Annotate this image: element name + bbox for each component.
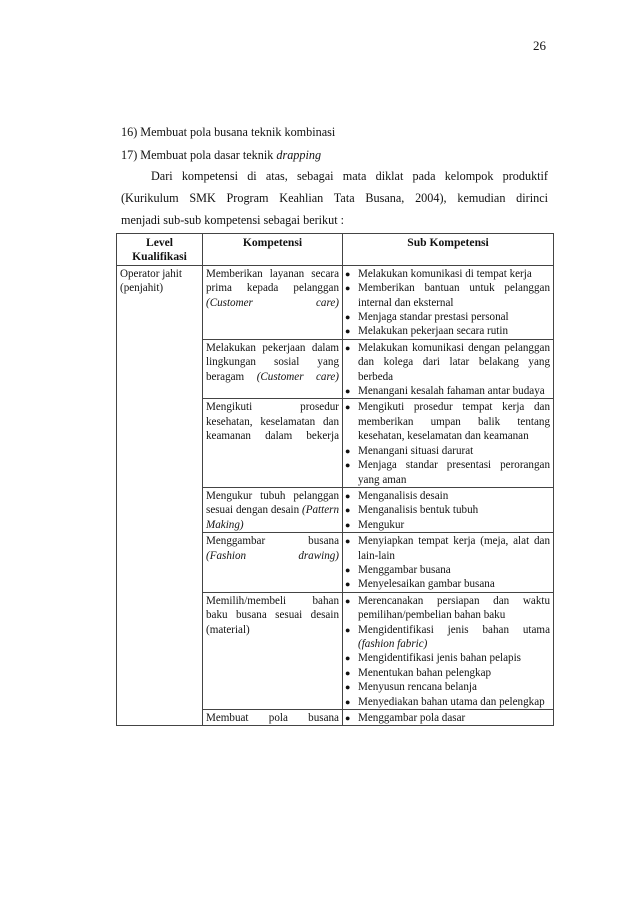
sub-kompetensi-text: Mengidentifikasi jenis bahan utama (fashion fabric) — [358, 623, 550, 650]
sub-kompetensi-item — [346, 400, 550, 443]
bullet-icon: ● — [345, 460, 351, 471]
sub-kompetensi-item — [346, 458, 550, 487]
bullet-icon: ● — [345, 342, 351, 353]
sub-kompetensi-item — [346, 563, 550, 577]
sub-kompetensi-item — [346, 503, 550, 517]
kompetensi-em: (Pattern Making) — [206, 504, 339, 531]
list-item-17-em: drapping — [276, 148, 322, 162]
list-item-16: 16) Membuat pola busana teknik kombinasi — [121, 125, 336, 139]
sub-kompetensi-text: Menjaga standar prestasi personal — [358, 311, 509, 324]
sub-kompetensi-text: Menangani situasi darurat — [358, 444, 474, 457]
table-header-row — [117, 234, 554, 266]
sub-kompetensi-item — [346, 267, 550, 281]
bullet-icon: ● — [345, 283, 351, 294]
paragraph-line-3: menjadi sub-sub kompetensi sebagai berikut : — [121, 213, 345, 227]
sub-kompetensi-cell — [343, 399, 554, 487]
competency-table — [116, 233, 554, 726]
level-cell: Operator jahit (penjahit) — [117, 265, 203, 726]
sub-kompetensi-list — [345, 341, 550, 399]
sub-kompetensi-list — [345, 711, 550, 725]
sub-kompetensi-text: Mengikuti prosedur tempat kerja dan memberikan umpan balik tentang kesehatan, keselamatan dan keamanan — [358, 401, 550, 443]
sub-kompetensi-item — [346, 651, 550, 665]
kompetensi-cell — [203, 533, 343, 593]
bullet-icon: ● — [345, 624, 351, 635]
bullet-icon: ● — [345, 268, 351, 279]
sub-kompetensi-text: Menyusun rencana belanja — [358, 681, 477, 694]
kompetensi-text: Mengukur tubuh pelanggan sesuai dengan desain — [206, 489, 339, 517]
kompetensi-text: Memberikan layanan secara prima kepada pelanggan — [206, 267, 339, 295]
header-sub-kompetensi: Sub Kompetensi — [343, 234, 554, 266]
sub-kompetensi-cell — [343, 339, 554, 399]
bullet-icon: ● — [345, 519, 351, 530]
bullet-icon: ● — [345, 564, 351, 575]
sub-kompetensi-item — [346, 281, 550, 310]
bullet-icon: ● — [345, 326, 351, 337]
bullet-icon: ● — [345, 402, 351, 413]
sub-kompetensi-text: Mengukur — [358, 518, 405, 531]
kompetensi-em: (Customer care) — [256, 370, 340, 383]
sub-kompetensi-item — [346, 534, 550, 563]
sub-kompetensi-item — [346, 310, 550, 324]
kompetensi-cell — [203, 265, 343, 339]
kompetensi-text: Memilih/membeli bahan baku busana sesuai desain (material) — [206, 594, 339, 636]
bullet-icon: ● — [345, 713, 351, 723]
kompetensi-cell — [203, 710, 343, 726]
header-kompetensi: Kompetensi — [203, 234, 343, 266]
sub-kompetensi-text: Menganalisis desain — [358, 489, 449, 502]
sub-kompetensi-list — [345, 594, 550, 709]
sub-kompetensi-item — [346, 324, 550, 338]
bullet-icon: ● — [345, 682, 351, 693]
bullet-icon: ● — [345, 667, 351, 678]
sub-kompetensi-cell — [343, 265, 554, 339]
kompetensi-text: Melakukan pekerjaan dalam lingkungan sosial yang beragam — [206, 341, 339, 383]
sub-kompetensi-item — [346, 384, 550, 398]
sub-kompetensi-item — [346, 594, 550, 623]
sub-kompetensi-cell — [343, 487, 554, 532]
sub-kompetensi-item — [346, 711, 550, 725]
paragraph-line-2: (Kurikulum SMK Program Keahlian Tata Busana, 2004), kemudian dirinci — [121, 191, 548, 205]
sub-kompetensi-item — [346, 444, 550, 458]
kompetensi-cell — [203, 399, 343, 487]
kompetensi-cell — [203, 487, 343, 532]
bullet-icon: ● — [345, 595, 351, 606]
sub-kompetensi-list — [345, 534, 550, 592]
table-body — [117, 265, 554, 726]
kompetensi-em: (Fashion drawing) — [206, 549, 339, 562]
sub-kompetensi-item — [346, 680, 550, 694]
sub-kompetensi-text: Memberikan bantuan untuk pelanggan internal dan eksternal — [358, 282, 550, 309]
bullet-icon: ● — [345, 312, 351, 323]
sub-kompetensi-text: Menyediakan bahan utama dan pelengkap — [358, 695, 545, 708]
bullet-icon: ● — [345, 490, 351, 501]
sub-kompetensi-text: Mengidentifikasi jenis bahan pelapis — [358, 652, 521, 665]
sub-kompetensi-cell — [343, 533, 554, 593]
sub-kompetensi-list — [345, 267, 550, 339]
kompetensi-text: Mengikuti prosedur kesehatan, keselamatan dan keamanan dalam bekerja — [206, 401, 339, 443]
sub-kompetensi-text: Menganalisis bentuk tubuh — [358, 504, 479, 517]
sub-kompetensi-item — [346, 341, 550, 384]
sub-kompetensi-item — [346, 518, 550, 532]
sub-kompetensi-text: Menentukan bahan pelengkap — [358, 666, 492, 679]
bullet-icon: ● — [345, 445, 351, 456]
sub-kompetensi-item — [346, 489, 550, 503]
header-level: Level Kualifikasi — [117, 234, 203, 266]
bullet-icon: ● — [345, 579, 351, 590]
sub-kompetensi-text: Melakukan pekerjaan secara rutin — [358, 325, 508, 338]
sub-kompetensi-list — [345, 489, 550, 532]
sub-kompetensi-text: Melakukan komunikasi di tempat kerja — [358, 267, 532, 280]
table-row — [117, 265, 554, 339]
bullet-icon: ● — [345, 536, 351, 547]
sub-kompetensi-text: Melakukan komunikasi dengan pelanggan dan kolega dari latar belakang yang berbeda — [358, 341, 550, 383]
paragraph-line-1: Dari kompetensi di atas, sebagai mata diklat pada kelompok produktif — [151, 169, 548, 183]
kompetensi-text: Menggambar busana — [206, 535, 339, 548]
bullet-icon: ● — [345, 696, 351, 707]
sub-kompetensi-text: Menyelesaikan gambar busana — [358, 578, 495, 591]
sub-kompetensi-text: Menggambar pola dasar — [358, 712, 466, 724]
sub-kompetensi-cell — [343, 710, 554, 726]
sub-kompetensi-text: Menyiapkan tempat kerja (meja, alat dan lain-lain — [358, 535, 550, 562]
sub-kompetensi-item — [346, 623, 550, 652]
sub-kompetensi-list — [345, 400, 550, 486]
sub-kompetensi-text: Menggambar busana — [358, 563, 451, 576]
bullet-icon: ● — [345, 386, 351, 397]
list-item-17 — [121, 148, 321, 163]
kompetensi-em: (Customer care) — [206, 296, 339, 309]
list-item-17-text: 17) Membuat pola dasar teknik — [121, 148, 277, 162]
kompetensi-cell — [203, 592, 343, 709]
sub-kompetensi-text: Menjaga standar presentasi perorangan yang aman — [358, 459, 550, 486]
sub-kompetensi-item — [346, 695, 550, 709]
bullet-icon: ● — [345, 505, 351, 516]
bullet-icon: ● — [345, 653, 351, 664]
sub-kompetensi-cell — [343, 592, 554, 709]
sub-kompetensi-item — [346, 577, 550, 591]
sub-kompetensi-em: (fashion fabric) — [358, 637, 428, 650]
sub-kompetensi-text: Menangani kesalah fahaman antar budaya — [358, 385, 545, 398]
kompetensi-cell — [203, 339, 343, 399]
sub-kompetensi-text: Merencanakan persiapan dan waktu pemilihan/pembelian bahan baku — [358, 594, 550, 622]
page-number: 26 — [533, 38, 546, 53]
kompetensi-text: Membuat pola busana — [206, 712, 339, 724]
sub-kompetensi-item — [346, 666, 550, 680]
